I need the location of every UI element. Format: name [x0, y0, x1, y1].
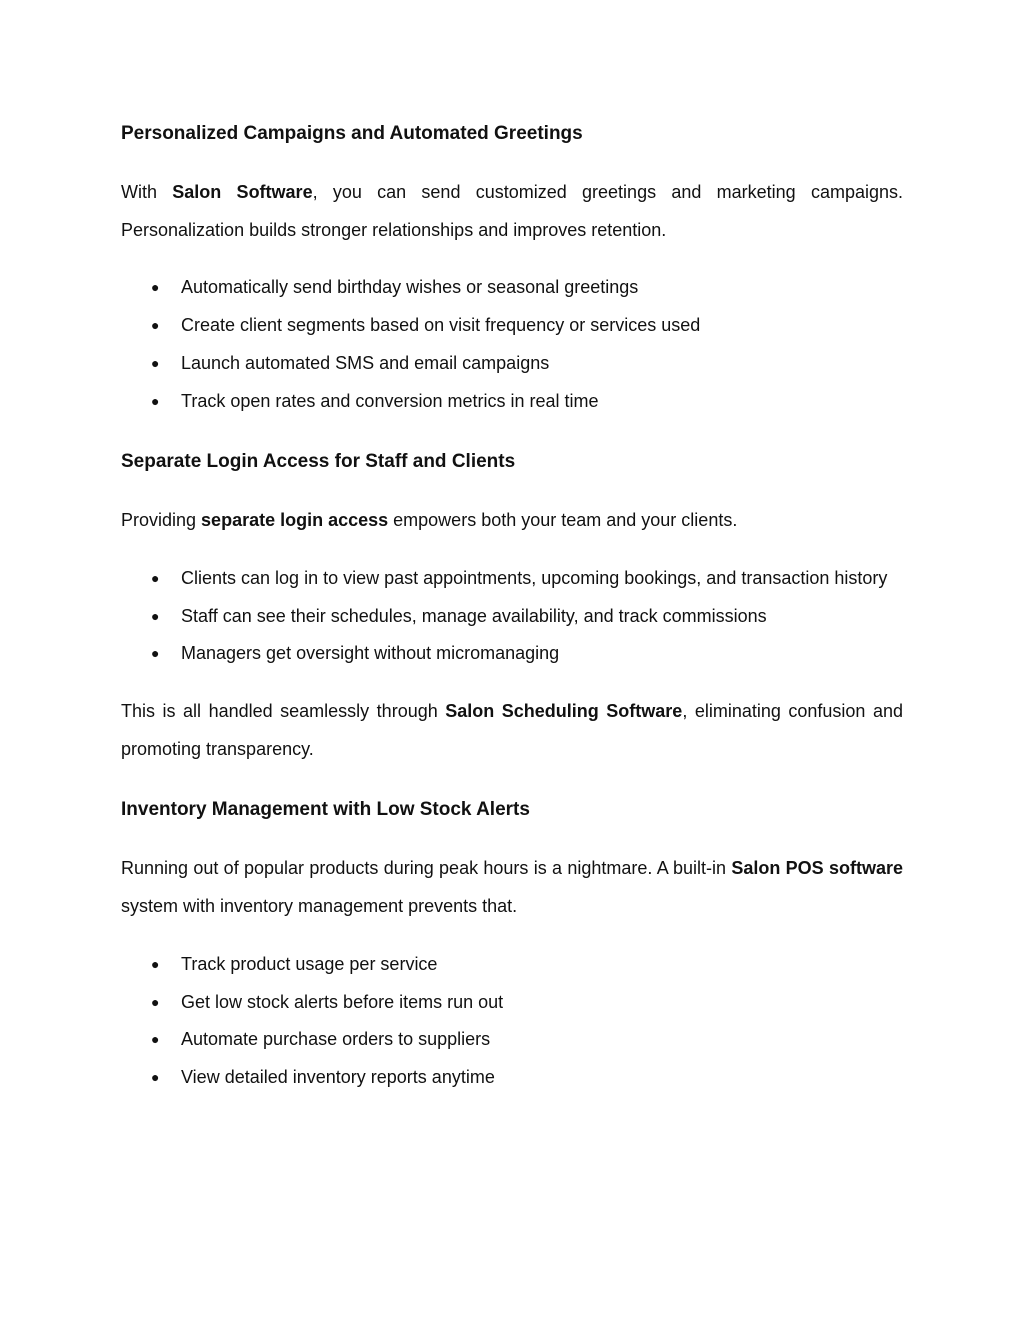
section-heading-inventory: Inventory Management with Low Stock Alerts: [121, 799, 530, 821]
bullet-list-login: [121, 560, 903, 673]
list-item: [121, 946, 903, 984]
bullet-icon: ●: [151, 955, 160, 972]
bullet-icon: ●: [151, 279, 160, 296]
list-item-text: Get low stock alerts before items run out: [181, 991, 504, 1012]
paragraph-bold-text: separate login access: [201, 510, 389, 531]
bullet-icon: ●: [151, 607, 160, 624]
section-closing-paragraph-login: [121, 693, 903, 768]
list-item: [121, 984, 903, 1022]
paragraph-bold-text: Salon Scheduling Software: [445, 701, 683, 722]
bullet-icon: ●: [151, 317, 160, 334]
section-paragraph-inventory: [121, 850, 903, 925]
list-item-text: Track product usage per service: [181, 953, 438, 974]
list-item: [121, 269, 903, 307]
paragraph-text: system with inventory management prevents that.: [121, 896, 518, 917]
paragraph-text: With: [121, 182, 173, 202]
list-item: [121, 1059, 903, 1097]
list-item: [121, 598, 903, 636]
paragraph-text: empowers both your team and your clients.: [388, 510, 738, 531]
paragraph-text: This is all handled seamlessly through: [121, 701, 446, 722]
list-item: [121, 1021, 903, 1059]
list-item-text: Managers get oversight without micromanaging: [181, 643, 560, 664]
bullet-icon: ●: [151, 354, 160, 371]
list-item: [121, 560, 903, 598]
paragraph-text: Providing: [121, 510, 202, 531]
paragraph-bold-text: Salon POS software: [731, 858, 903, 879]
list-item-text: Staff can see their schedules, manage availability, and track commissions: [181, 605, 767, 626]
bullet-icon: ●: [151, 645, 160, 662]
bullet-icon: ●: [151, 1068, 160, 1085]
paragraph-bold-text: Salon Software: [172, 182, 313, 202]
bullet-icon: ●: [151, 392, 160, 409]
section-paragraph-campaigns: [121, 174, 903, 249]
paragraph-text: , eliminating confusion and promoting transparency.: [121, 701, 903, 759]
list-item-text: Automate purchase orders to suppliers: [181, 1029, 491, 1050]
bullet-icon: ●: [151, 1031, 160, 1048]
bullet-list-campaigns: [121, 269, 903, 420]
list-item-text: Clients can log in to view past appointments, upcoming bookings, and transaction history: [181, 567, 888, 588]
list-item: [121, 635, 903, 673]
list-item-text: Launch automated SMS and email campaigns: [181, 352, 550, 373]
bullet-icon: ●: [151, 993, 160, 1010]
list-item-text: View detailed inventory reports anytime: [181, 1066, 495, 1087]
section-heading-login: Separate Login Access for Staff and Clients: [121, 451, 516, 473]
list-item-text: Track open rates and conversion metrics in real time: [181, 390, 599, 411]
bullet-icon: ●: [151, 569, 160, 586]
paragraph-text: Running out of popular products during peak hours is a nightmare. A built-in: [121, 858, 732, 879]
bullet-list-inventory: [121, 946, 903, 1097]
section-heading-campaigns: Personalized Campaigns and Automated Greetings: [121, 123, 583, 144]
list-item: [121, 307, 903, 345]
list-item: [121, 383, 903, 421]
section-paragraph-login: [121, 502, 903, 540]
paragraph-text: , you can send customized greetings and marketing campaigns. Personalization builds stronger relationships and improves retention.: [121, 182, 903, 240]
list-item-text: Automatically send birthday wishes or seasonal greetings: [181, 277, 639, 298]
list-item-text: Create client segments based on visit frequency or services used: [181, 315, 701, 336]
list-item: [121, 345, 903, 383]
